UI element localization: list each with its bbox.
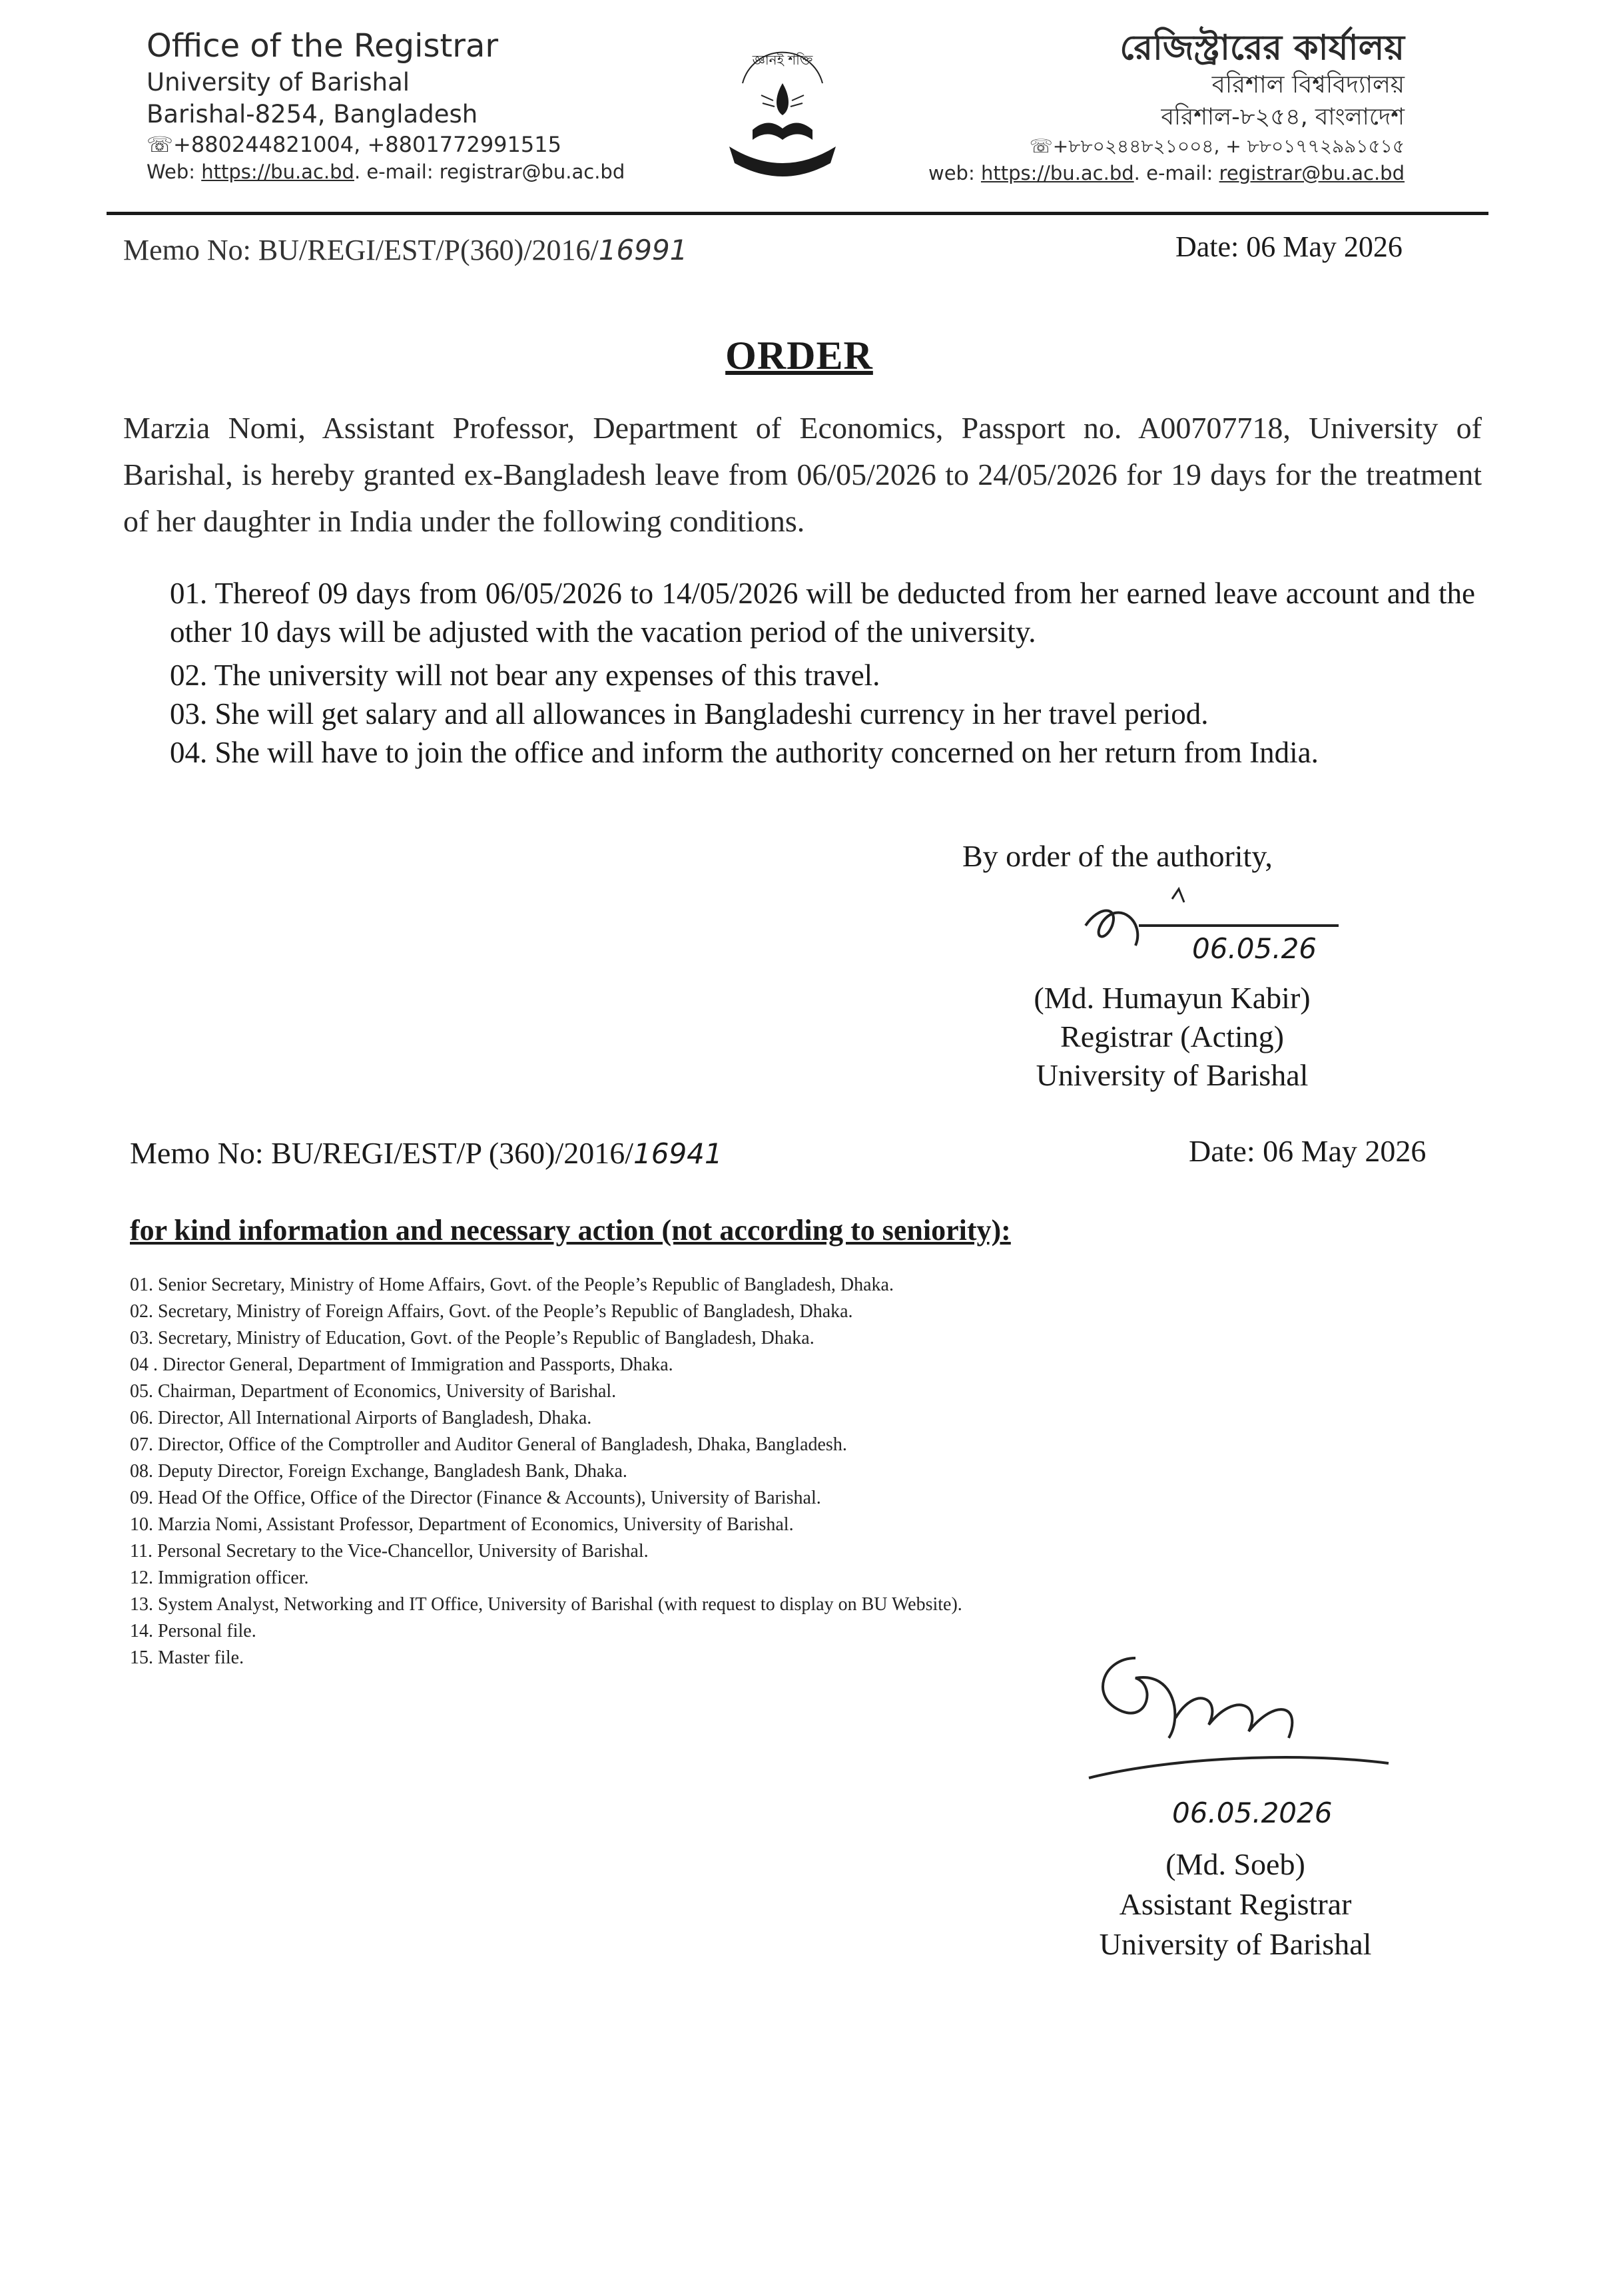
university-name: University of Barishal [147,68,410,97]
condition-number: 03. [170,697,208,730]
condition-number: 01. [170,577,208,610]
office-name: Office of the Registrar [147,27,499,65]
registrar-signature-date: 06.05.26 [1192,932,1317,965]
list-item: 03. Secretary, Ministry of Education, Govt. of the People’s Republic of Bangladesh, Dhaka. [130,1328,814,1348]
distribution-list [130,1272,962,1671]
assistant-signature-date: 06.05.2026 [1172,1797,1333,1829]
list-item: 09. Head Of the Office, Office of the Director (Finance & Accounts), University of Barishal. [130,1488,821,1508]
list-item: 12. Immigration officer. [130,1568,309,1588]
by-order-line: By order of the authority, [962,839,1273,873]
memo-handwritten-number: 16941 [633,1137,723,1170]
assistant-registrar-block [1059,1845,1412,1964]
assistant-title: Assistant Registrar [1119,1887,1352,1921]
condition-text: She will get salary and all allowances in Bangladeshi currency in her travel period. [214,697,1209,730]
condition-item [170,733,1475,772]
list-item: 13. System Analyst, Networking and IT Office, University of Barishal (with request to display on BU Website). [130,1594,962,1615]
assistant-registrar-signature [1076,1645,1395,1791]
seal-motto: জ্ঞানই শক্তি [752,52,813,68]
list-item: 08. Deputy Director, Foreign Exchange, Bangladesh Bank, Dhaka. [130,1461,627,1482]
phone: ☏+880244821004, +8801772991515 [147,132,561,157]
condition-item [170,695,1475,733]
letterhead-english [147,25,625,185]
memo-number [123,233,687,267]
order-title: ORDER [725,334,873,378]
email-text: . e-mail: registrar@bu.ac.bd [354,160,625,183]
registrar-block [1006,979,1339,1095]
condition-number: 02. [170,659,208,692]
memo-date-copy: Date: 06 May 2026 [1189,1134,1427,1168]
list-item: 11. Personal Secretary to the Vice-Chancellor, University of Barishal. [130,1541,649,1562]
web-label: Web: [147,160,202,183]
assistant-university: University of Barishal [1099,1927,1372,1961]
registrar-name: (Md. Humayun Kabir) [1034,981,1311,1015]
web-email-bn [928,160,1405,186]
email-label-bn: . e-mail: [1133,162,1219,184]
list-item: 07. Director, Office of the Comptroller and Auditor General of Bangladesh, Dhaka, Bangladesh. [130,1434,847,1455]
condition-item [170,574,1475,651]
condition-number: 04. [170,736,208,769]
list-item: 15. Master file. [130,1647,244,1668]
condition-text: The university will not bear any expenses of this travel. [214,659,880,692]
list-item: 01. Senior Secretary, Ministry of Home Affairs, Govt. of the People’s Republic of Bangladesh, Dhaka. [130,1275,894,1295]
condition-text: Thereof 09 days from 06/05/2026 to 14/05/2026 will be deducted from her earned leave account and the other 10 days will be adjusted with the vacation period of the university. [170,577,1476,649]
address: Barishal-8254, Bangladesh [147,100,478,129]
list-item: 05. Chairman, Department of Economics, University of Barishal. [130,1381,617,1402]
assistant-name: (Md. Soeb) [1165,1847,1305,1881]
list-item: 06. Director, All International Airports of Bangladesh, Dhaka. [130,1408,592,1428]
list-item: 04 . Director General, Department of Immigration and Passports, Dhaka. [130,1354,673,1375]
registrar-university: University of Barishal [1036,1058,1309,1092]
web-email [147,158,625,185]
university-name-bn: বরিশাল বিশ্ববিদ্যালয় [1211,71,1405,99]
web-link-bn[interactable]: https://bu.ac.bd [980,162,1134,184]
university-logo [716,37,849,176]
list-item: 14. Personal file. [130,1621,256,1641]
header-divider [107,212,1488,215]
memo-handwritten-number: 16991 [598,234,688,266]
office-name-bn: রেজিস্ট্রারের কার্যালয় [1120,28,1405,68]
condition-item [170,656,1475,695]
phone-bn: ☏+৮৮০২৪৪৮২১০০৪, + ৮৮০১৭৭২৯৯১৫১৫ [1029,135,1405,157]
memo-number-copy [130,1135,723,1171]
web-link[interactable]: https://bu.ac.bd [201,160,354,183]
condition-text: She will have to join the office and inform the authority concerned on her return from India. [214,736,1319,769]
letterhead-bangla [928,27,1405,186]
registrar-title: Registrar (Acting) [1060,1019,1284,1053]
memo-date: Date: 06 May 2026 [1175,230,1403,263]
web-label-bn: web: [928,162,981,184]
distribution-heading: for kind information and necessary action (not according to seniority): [130,1214,1011,1247]
memo-prefix: Memo No: BU/REGI/EST/P(360)/2016/ [123,234,599,266]
memo-prefix: Memo No: BU/REGI/EST/P (360)/2016/ [130,1136,634,1170]
list-item: 10. Marzia Nomi, Assistant Professor, Department of Economics, University of Barishal. [130,1514,794,1535]
order-body: Marzia Nomi, Assistant Professor, Department of Economics, Passport no. A00707718, University of Barishal, is hereby granted ex-Bangladesh leave from 06/05/2026 to 24/05/2026 for 19 days for the treatment of her daughter in India under the following conditions. [123,411,1482,538]
list-item: 02. Secretary, Ministry of Foreign Affairs, Govt. of the People’s Republic of Bangladesh, Dhaka. [130,1301,853,1322]
email-link-bn[interactable]: registrar@bu.ac.bd [1219,162,1405,184]
address-bn: বরিশাল-৮২৫৪, বাংলাদেশ [1161,104,1405,131]
